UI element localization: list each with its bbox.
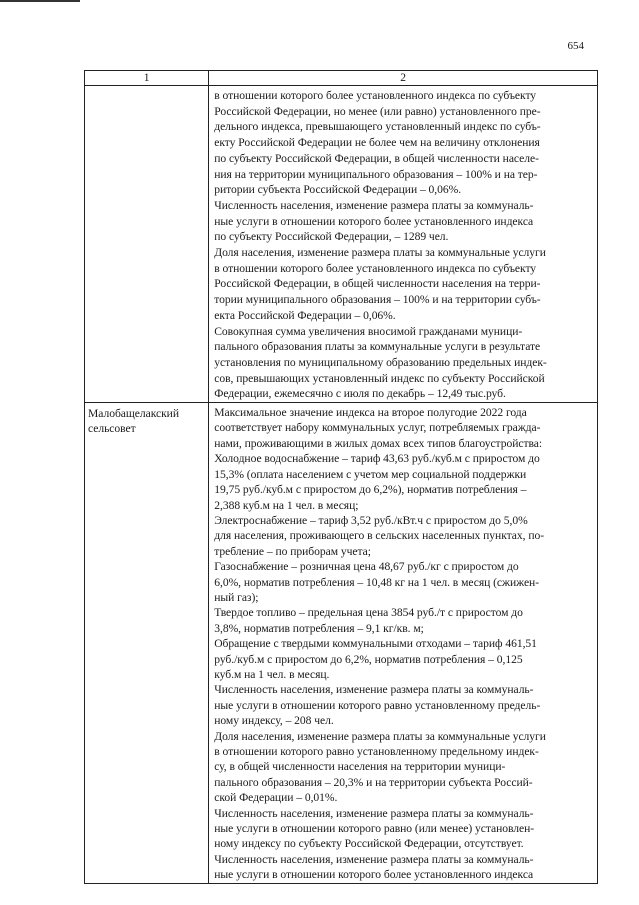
paragraph: Численность населения, изменение размера платы за коммуналь- ные услуги в отношении которого более установленного индекса по субъекту Российской Федерации, – 1289 чел. (214, 198, 534, 244)
municipality-cell (85, 86, 209, 403)
paragraph: Обращение с твердыми коммунальными отходами – тариф 461,51 руб./куб.м с приростом до 6,2%, норматив потребления – 0,125 куб.м на 1 чел. в месяц. (214, 637, 537, 681)
paragraph: Газоснабжение – розничная цена 48,67 руб./кг с приростом до 6,0%, норматив потребления – 10,48 кг на 1 чел. в месяц (сжижен- ный газ); (214, 560, 540, 604)
table-row (85, 86, 598, 403)
paragraph: Доля населения, изменение размера платы за коммунальные услуги в отношении которого равно установленному предельному индек- су, в общей численности населения на территории муници- пального образования – 20,3% и на территории субъекта Россий- ской Федерации – 0,01%. (214, 729, 546, 805)
municipality-name: Малобащелакский сельсовет (88, 407, 179, 436)
top-edge-rule (0, 0, 80, 2)
paragraph: Численность населения, изменение размера платы за коммуналь- ные услуги в отношении которого более установленного индекса (214, 852, 534, 882)
paragraph: в отношении которого более установленного индекса по субъекту Российской Федерации, но менее (или равно) установленного пре- дельного индекса, превышающего установленный индекс по субъ- екту Российской Федерации не более чем на величину отклонения по субъекту Российской Федерации, в общей численности населе- ния на территории муниципального образования – 100% и на тер- ритории субъекта Российской Федерации – 0,06%. (214, 89, 541, 197)
paragraph: Доля населения, изменение размера платы за коммунальные услуги в отношении которого более установленного индекса по субъекту Российской Федерации, в общей численности населения на терри- тории муниципального образования – 100% и на территории субъ- екта Российской Федерации – 0,06%. (214, 246, 546, 322)
paragraph: Численность населения, изменение размера платы за коммуналь- ные услуги в отношении которого равно (или менее) установлен- ному индексу по субъекту Российской Федерации, отсутствует. (214, 806, 535, 851)
table-row (85, 403, 598, 884)
page-number: 654 (567, 40, 584, 52)
table-header-row (85, 71, 598, 86)
paragraph: Твердое топливо – предельная цена 3854 руб./т с приростом до 3,8%, норматив потребления – 9,1 кг/кв. м; (214, 606, 523, 635)
column-number-2: 2 (209, 71, 598, 86)
paragraph: Холодное водоснабжение – тариф 43,63 руб./куб.м с приростом до 15,3% (оплата населением с учетом мер социальной поддержки 19,75 руб./куб.м с приростом до 6,2%), норматив потребления – 2,388 куб.м на 1 чел. в месяц; (214, 452, 540, 512)
paragraph: Совокупная сумма увеличения вносимой гражданами муници- пального образования платы за коммунальные услуги в результате установления по муниципальному образованию предельных индек- сов, превышающих установленный индекс по субъекту Российской Федерации, ежемесячно с июля по декабрь – 12,49 тыс.руб. (214, 324, 547, 401)
municipality-cell (85, 403, 209, 884)
document-table (84, 70, 598, 884)
description-cell (209, 86, 598, 403)
paragraph: Максимальное значение индекса на второе полугодие 2022 года соответствует набору коммунальных услуг, потребляемых гражда- нами, проживающими в жилых домах всех типов благоустройства: (214, 406, 543, 450)
column-number-1: 1 (85, 71, 209, 86)
paragraph: Численность населения, изменение размера платы за коммуналь- ные услуги в отношении которого равно установленному предель- ному индексу, – 208 чел. (214, 683, 541, 728)
description-cell (209, 403, 598, 884)
paragraph: Электроснабжение – тариф 3,52 руб./кВт.ч с приростом до 5,0% для населения, проживающего в сельских населенных пунктах, по- требление – по приборам учета; (214, 513, 545, 558)
